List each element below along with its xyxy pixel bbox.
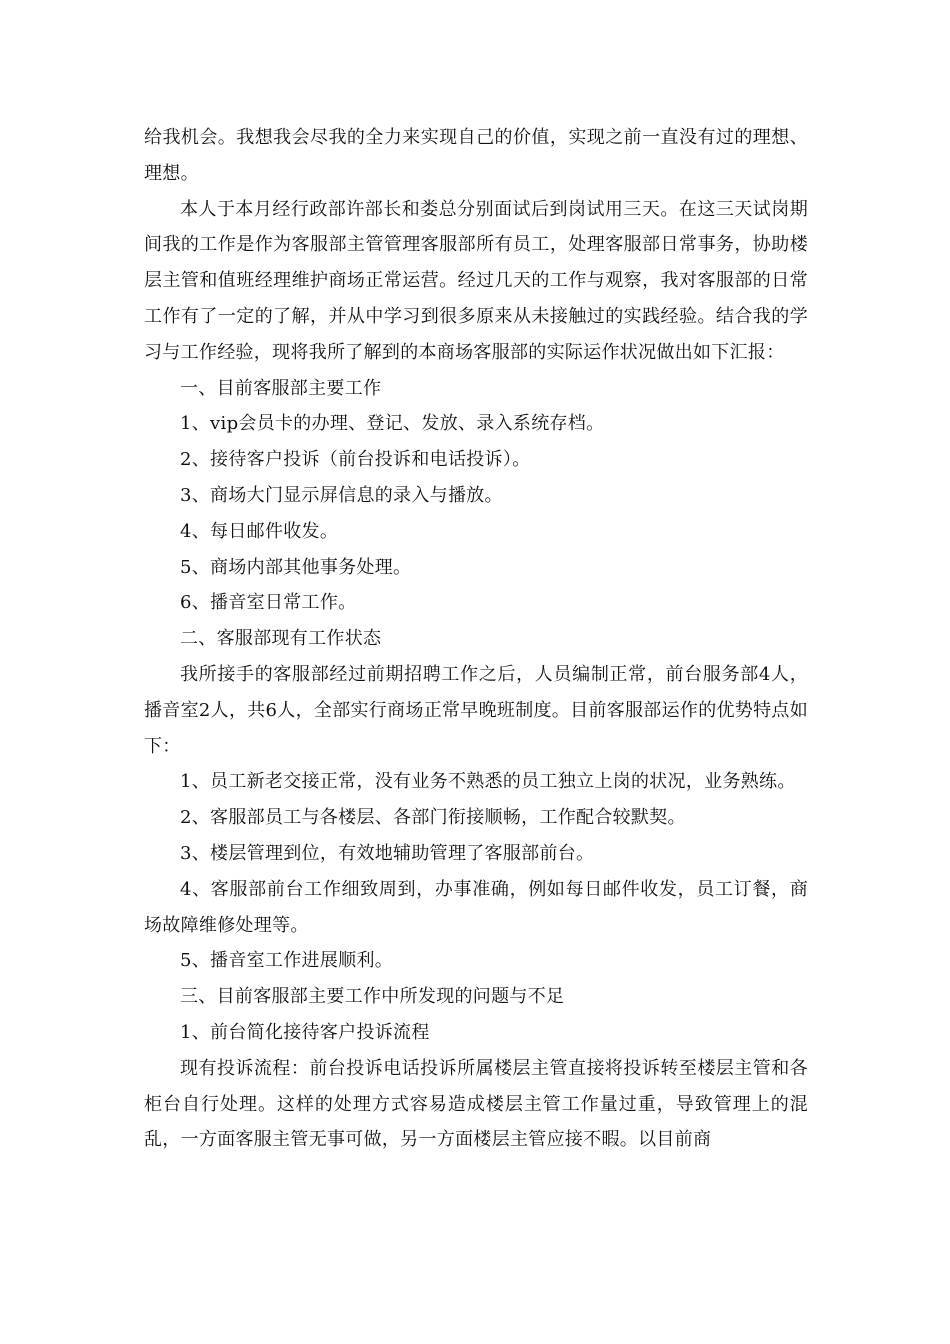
paragraph-continuation: 给我机会。我想我会尽我的全力来实现自己的价值，实现之前一直没有过的理想、理想。 <box>144 127 808 184</box>
list-item-work-4: 4、每日邮件收发。 <box>180 520 339 542</box>
paragraph-trial-report: 本人于本月经行政部许部长和娄总分别面试后到岗试用三天。在这三天试岗期间我的工作是作为客服部主管管理客服部所有员工，处理客服部日常事务，协助楼层主管和值班经理维护商场正常运营。经过几天的工作与观察，我对客服部的日常工作有了一定的了解，并从中学习到很多原来从未接触过的实践经验。结合我的学习与工作经验，现将我所了解到的本商场客服部的实际运作状况做出如下汇报： <box>144 198 808 363</box>
list-item-strength-5: 5、播音室工作进展顺利。 <box>180 950 394 972</box>
section-heading-3: 三、目前客服部主要工作中所发现的问题与不足 <box>180 986 565 1008</box>
section-heading-1: 一、目前客服部主要工作 <box>180 377 382 399</box>
list-item-strength-4: 4、客服部前台工作细致周到，办事准确，例如每日邮件收发，员工订餐，商场故障维修处理等。 <box>144 878 808 936</box>
section-heading-2: 二、客服部现有工作状态 <box>180 628 382 650</box>
list-item-work-5: 5、商场内部其他事务处理。 <box>180 556 412 578</box>
list-item-work-2: 2、接待客户投诉（前台投诉和电话投诉）。 <box>180 449 531 471</box>
document-body <box>144 120 808 1158</box>
list-item-work-6: 6、播音室日常工作。 <box>180 592 357 614</box>
paragraph-staffing: 我所接手的客服部经过前期招聘工作之后，人员编制正常，前台服务部4人，播音室2人，共6人，全部实行商场正常早晚班制度。目前客服部运作的优势特点如下： <box>144 663 809 757</box>
subsection-heading-1: 1、前台简化接待客户投诉流程 <box>180 1021 430 1043</box>
paragraph-complaint-process: 现有投诉流程：前台投诉电话投诉所属楼层主管直接将投诉转至楼层主管和各柜台自行处理。这样的处理方式容易造成楼层主管工作量过重，导致管理上的混乱，一方面客服主管无事可做，另一方面楼层主管应接不暇。以目前商 <box>144 1057 808 1151</box>
list-item-work-3: 3、商场大门显示屏信息的录入与播放。 <box>180 484 503 506</box>
list-item-strength-2: 2、客服部员工与各楼层、各部门衔接顺畅，工作配合较默契。 <box>180 807 686 829</box>
list-item-strength-3: 3、楼层管理到位，有效地辅助管理了客服部前台。 <box>180 842 595 864</box>
list-item-strength-1: 1、员工新老交接正常，没有业务不熟悉的员工独立上岗的状况，业务熟练。 <box>180 771 796 793</box>
list-item-work-1: 1、vip会员卡的办理、登记、发放、录入系统存档。 <box>180 413 605 435</box>
